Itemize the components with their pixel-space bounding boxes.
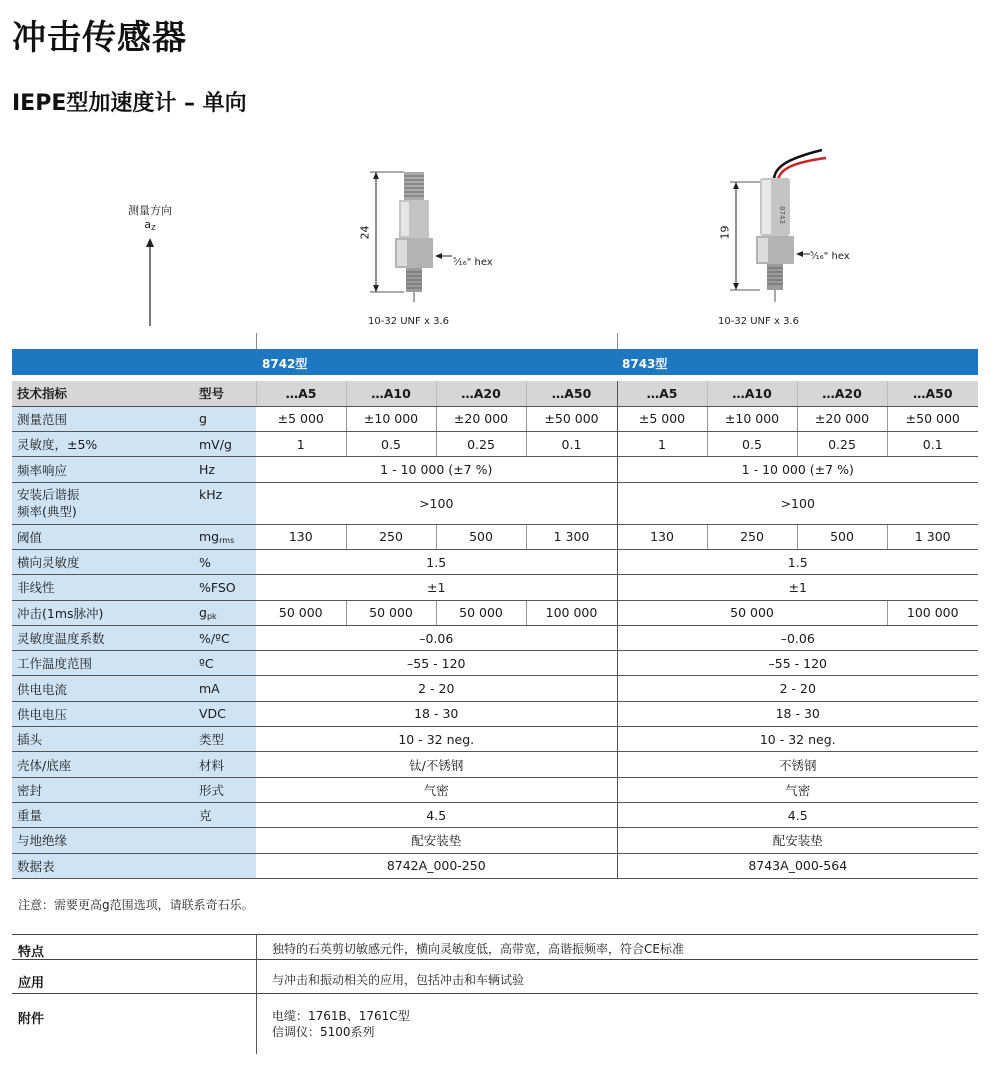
row-value: 1 300	[526, 524, 617, 549]
row-value: ±5 000	[256, 406, 346, 431]
row-value: 0.25	[797, 432, 887, 457]
row-param: 测量范围	[12, 406, 197, 431]
row-value: 1 - 10 000 (±7 %)	[617, 457, 978, 482]
row-value: 50 000	[256, 600, 346, 625]
row-param: 密封	[12, 777, 197, 802]
table-row-resonance	[12, 482, 978, 524]
row-value: 气密	[256, 777, 617, 802]
row-unit: g	[197, 406, 256, 431]
sensor-8742-thread-label: 10-32 UNF x 3.6	[368, 316, 449, 327]
row-param: 灵敏度温度系数	[12, 625, 197, 650]
row-value: 100 000	[887, 600, 978, 625]
row-param: 数据表	[12, 853, 197, 878]
row-value: 气密	[617, 777, 978, 802]
row-value: 0.5	[707, 432, 797, 457]
header-param: 技术指标	[12, 381, 197, 406]
table-row-transverse	[12, 549, 978, 574]
footnote: 注意：需要更高g范围选项，请联系奇石乐。	[18, 898, 254, 912]
row-value: ±50 000	[526, 406, 617, 431]
row-param: 灵敏度，±5%	[12, 432, 197, 457]
table-row-threshold	[12, 524, 978, 549]
row-value: 4.5	[617, 802, 978, 827]
header-model: …A10	[707, 381, 797, 406]
row-unit: ºC	[197, 651, 256, 676]
table-row-connector	[12, 727, 978, 752]
row-unit	[197, 828, 256, 853]
row-param: 供电电流	[12, 676, 197, 701]
row-value: ±20 000	[797, 406, 887, 431]
row-param: 安装后谐振 频率(典型)	[12, 482, 197, 524]
header-model: …A5	[256, 381, 346, 406]
info-divider	[256, 934, 257, 1054]
row-param: 与地绝缘	[12, 828, 197, 853]
row-param: 壳体/底座	[12, 752, 197, 777]
page-title: 冲击传感器	[12, 18, 187, 58]
separator-right	[617, 333, 618, 349]
row-unit: %	[197, 549, 256, 574]
row-value: 500	[436, 524, 526, 549]
row-value: 0.1	[526, 432, 617, 457]
row-value: 0.25	[436, 432, 526, 457]
row-unit: VDC	[197, 701, 256, 726]
svg-text:8743: 8743	[778, 206, 786, 224]
row-value: –55 - 120	[617, 651, 978, 676]
row-value: 钛/不锈钢	[256, 752, 617, 777]
sensor-8743-thread-label: 10-32 UNF x 3.6	[718, 316, 799, 327]
row-value: >100	[256, 482, 617, 524]
table-row-insulation	[12, 828, 978, 853]
table-row-tempcoef	[12, 625, 978, 650]
group-8742-label: 8742型	[262, 357, 308, 371]
datasheet-link[interactable]: 8743A_000-564	[617, 853, 978, 878]
row-value: –55 - 120	[256, 651, 617, 676]
row-value: ±1	[617, 575, 978, 600]
row-value: 4.5	[256, 802, 617, 827]
row-value: 2 - 20	[617, 676, 978, 701]
row-value: –0.06	[256, 625, 617, 650]
row-unit: mV/g	[197, 432, 256, 457]
row-value: 100 000	[526, 600, 617, 625]
sensor-8743-height: 19	[718, 225, 732, 240]
row-value: –0.06	[617, 625, 978, 650]
row-param: 插头	[12, 727, 197, 752]
row-param: 非线性	[12, 575, 197, 600]
features-label: 特点	[18, 945, 45, 960]
row-value: 1	[256, 432, 346, 457]
table-row-shock	[12, 600, 978, 625]
header-model: …A20	[436, 381, 526, 406]
table-row-housing	[12, 752, 978, 777]
row-unit: 形式	[197, 777, 256, 802]
row-param: 冲击(1ms脉冲)	[12, 600, 197, 625]
row-value: 18 - 30	[256, 701, 617, 726]
row-param: 供电电压	[12, 701, 197, 726]
row-param: 频率响应	[12, 457, 197, 482]
sensor-8742-hex-label: ⁵⁄₁₆" hex	[453, 257, 493, 268]
header-model: …A10	[346, 381, 436, 406]
sensor-8742-height: 24	[358, 225, 372, 240]
row-value: ±10 000	[346, 406, 436, 431]
table-row-sensitivity	[12, 432, 978, 457]
row-unit: Hz	[197, 457, 256, 482]
row-unit	[197, 853, 256, 878]
row-value: 250	[346, 524, 436, 549]
row-unit: %FSO	[197, 575, 256, 600]
row-value: 不锈钢	[617, 752, 978, 777]
row-value: 1 - 10 000 (±7 %)	[256, 457, 617, 482]
accessories-label: 附件	[18, 1012, 45, 1027]
accessories-cable: 电缆：1761B、1761C型	[272, 1009, 410, 1023]
datasheet-link[interactable]: 8742A_000-250	[256, 853, 617, 878]
header-model: …A20	[797, 381, 887, 406]
row-unit: $mg_{rms}$	[197, 524, 256, 549]
row-value: 1	[617, 432, 707, 457]
row-value: 1.5	[256, 549, 617, 574]
row-value: 10 - 32 neg.	[617, 727, 978, 752]
direction-text: 测量方向	[128, 204, 172, 217]
row-value: 2 - 20	[256, 676, 617, 701]
row-param: 阈值	[12, 524, 197, 549]
table-row-weight	[12, 802, 978, 827]
spec-table	[12, 381, 978, 879]
row-value: 10 - 32 neg.	[256, 727, 617, 752]
table-row-datasheet	[12, 853, 978, 878]
table-row-voltage	[12, 701, 978, 726]
applications-text: 与冲击和振动相关的应用，包括冲击和车辆试验	[272, 973, 525, 987]
row-value: 1 300	[887, 524, 978, 549]
row-unit: 类型	[197, 727, 256, 752]
table-row-frequency	[12, 457, 978, 482]
header-model: …A5	[617, 381, 707, 406]
page-subtitle: IEPE型加速度计 – 单向	[12, 91, 247, 116]
direction-symbol: $a_z$	[144, 218, 156, 233]
accessories-conditioner: 信调仪：5100系列	[272, 1025, 375, 1039]
applications-label: 应用	[18, 976, 45, 991]
separator-left	[256, 333, 257, 349]
row-value: 0.5	[346, 432, 436, 457]
row-unit: 克	[197, 802, 256, 827]
applications-section	[12, 966, 978, 994]
row-value: ±1	[256, 575, 617, 600]
row-unit: 材料	[197, 752, 256, 777]
row-value: 50 000	[436, 600, 526, 625]
row-param: 横向灵敏度	[12, 549, 197, 574]
accessories-section	[12, 1002, 978, 1054]
group-8743-label: 8743型	[622, 357, 668, 371]
table-row-nonlinearity	[12, 575, 978, 600]
row-value: ±50 000	[887, 406, 978, 431]
row-value: 配安装垫	[256, 828, 617, 853]
row-param: 重量	[12, 802, 197, 827]
features-text: 独特的石英剪切敏感元件，横向灵敏度低，高带宽，高谐振频率，符合CE标准	[272, 942, 684, 956]
row-value: 50 000	[617, 600, 887, 625]
table-row-current	[12, 676, 978, 701]
header-model: …A50	[526, 381, 617, 406]
row-unit: kHz	[197, 482, 256, 524]
row-value: ±20 000	[436, 406, 526, 431]
row-param: 工作温度范围	[12, 651, 197, 676]
row-value: 18 - 30	[617, 701, 978, 726]
header-model: …A50	[887, 381, 978, 406]
table-row-temprange	[12, 651, 978, 676]
header-unit: 型号	[197, 381, 256, 406]
row-value: 0.1	[887, 432, 978, 457]
row-value: ±5 000	[617, 406, 707, 431]
model-group-bar	[12, 349, 978, 375]
row-unit: $g_{pk}$	[197, 600, 256, 625]
sensor-8743-hex-label: ⁵⁄₁₆" hex	[810, 251, 850, 262]
measurement-direction-label	[110, 204, 190, 235]
row-value: 50 000	[346, 600, 436, 625]
table-header-row	[12, 381, 978, 406]
row-unit: %/ºC	[197, 625, 256, 650]
direction-arrow-icon	[145, 238, 155, 326]
features-section	[12, 934, 978, 960]
sensor-8743-drawing	[718, 144, 842, 298]
table-row-seal	[12, 777, 978, 802]
row-value: 130	[256, 524, 346, 549]
row-value: 配安装垫	[617, 828, 978, 853]
row-value: 500	[797, 524, 887, 549]
row-value: 250	[707, 524, 797, 549]
table-row-range	[12, 406, 978, 431]
row-value: 130	[617, 524, 707, 549]
row-unit: mA	[197, 676, 256, 701]
row-value: 1.5	[617, 549, 978, 574]
sensor-8742-drawing	[360, 168, 480, 298]
row-value: >100	[617, 482, 978, 524]
row-value: ±10 000	[707, 406, 797, 431]
